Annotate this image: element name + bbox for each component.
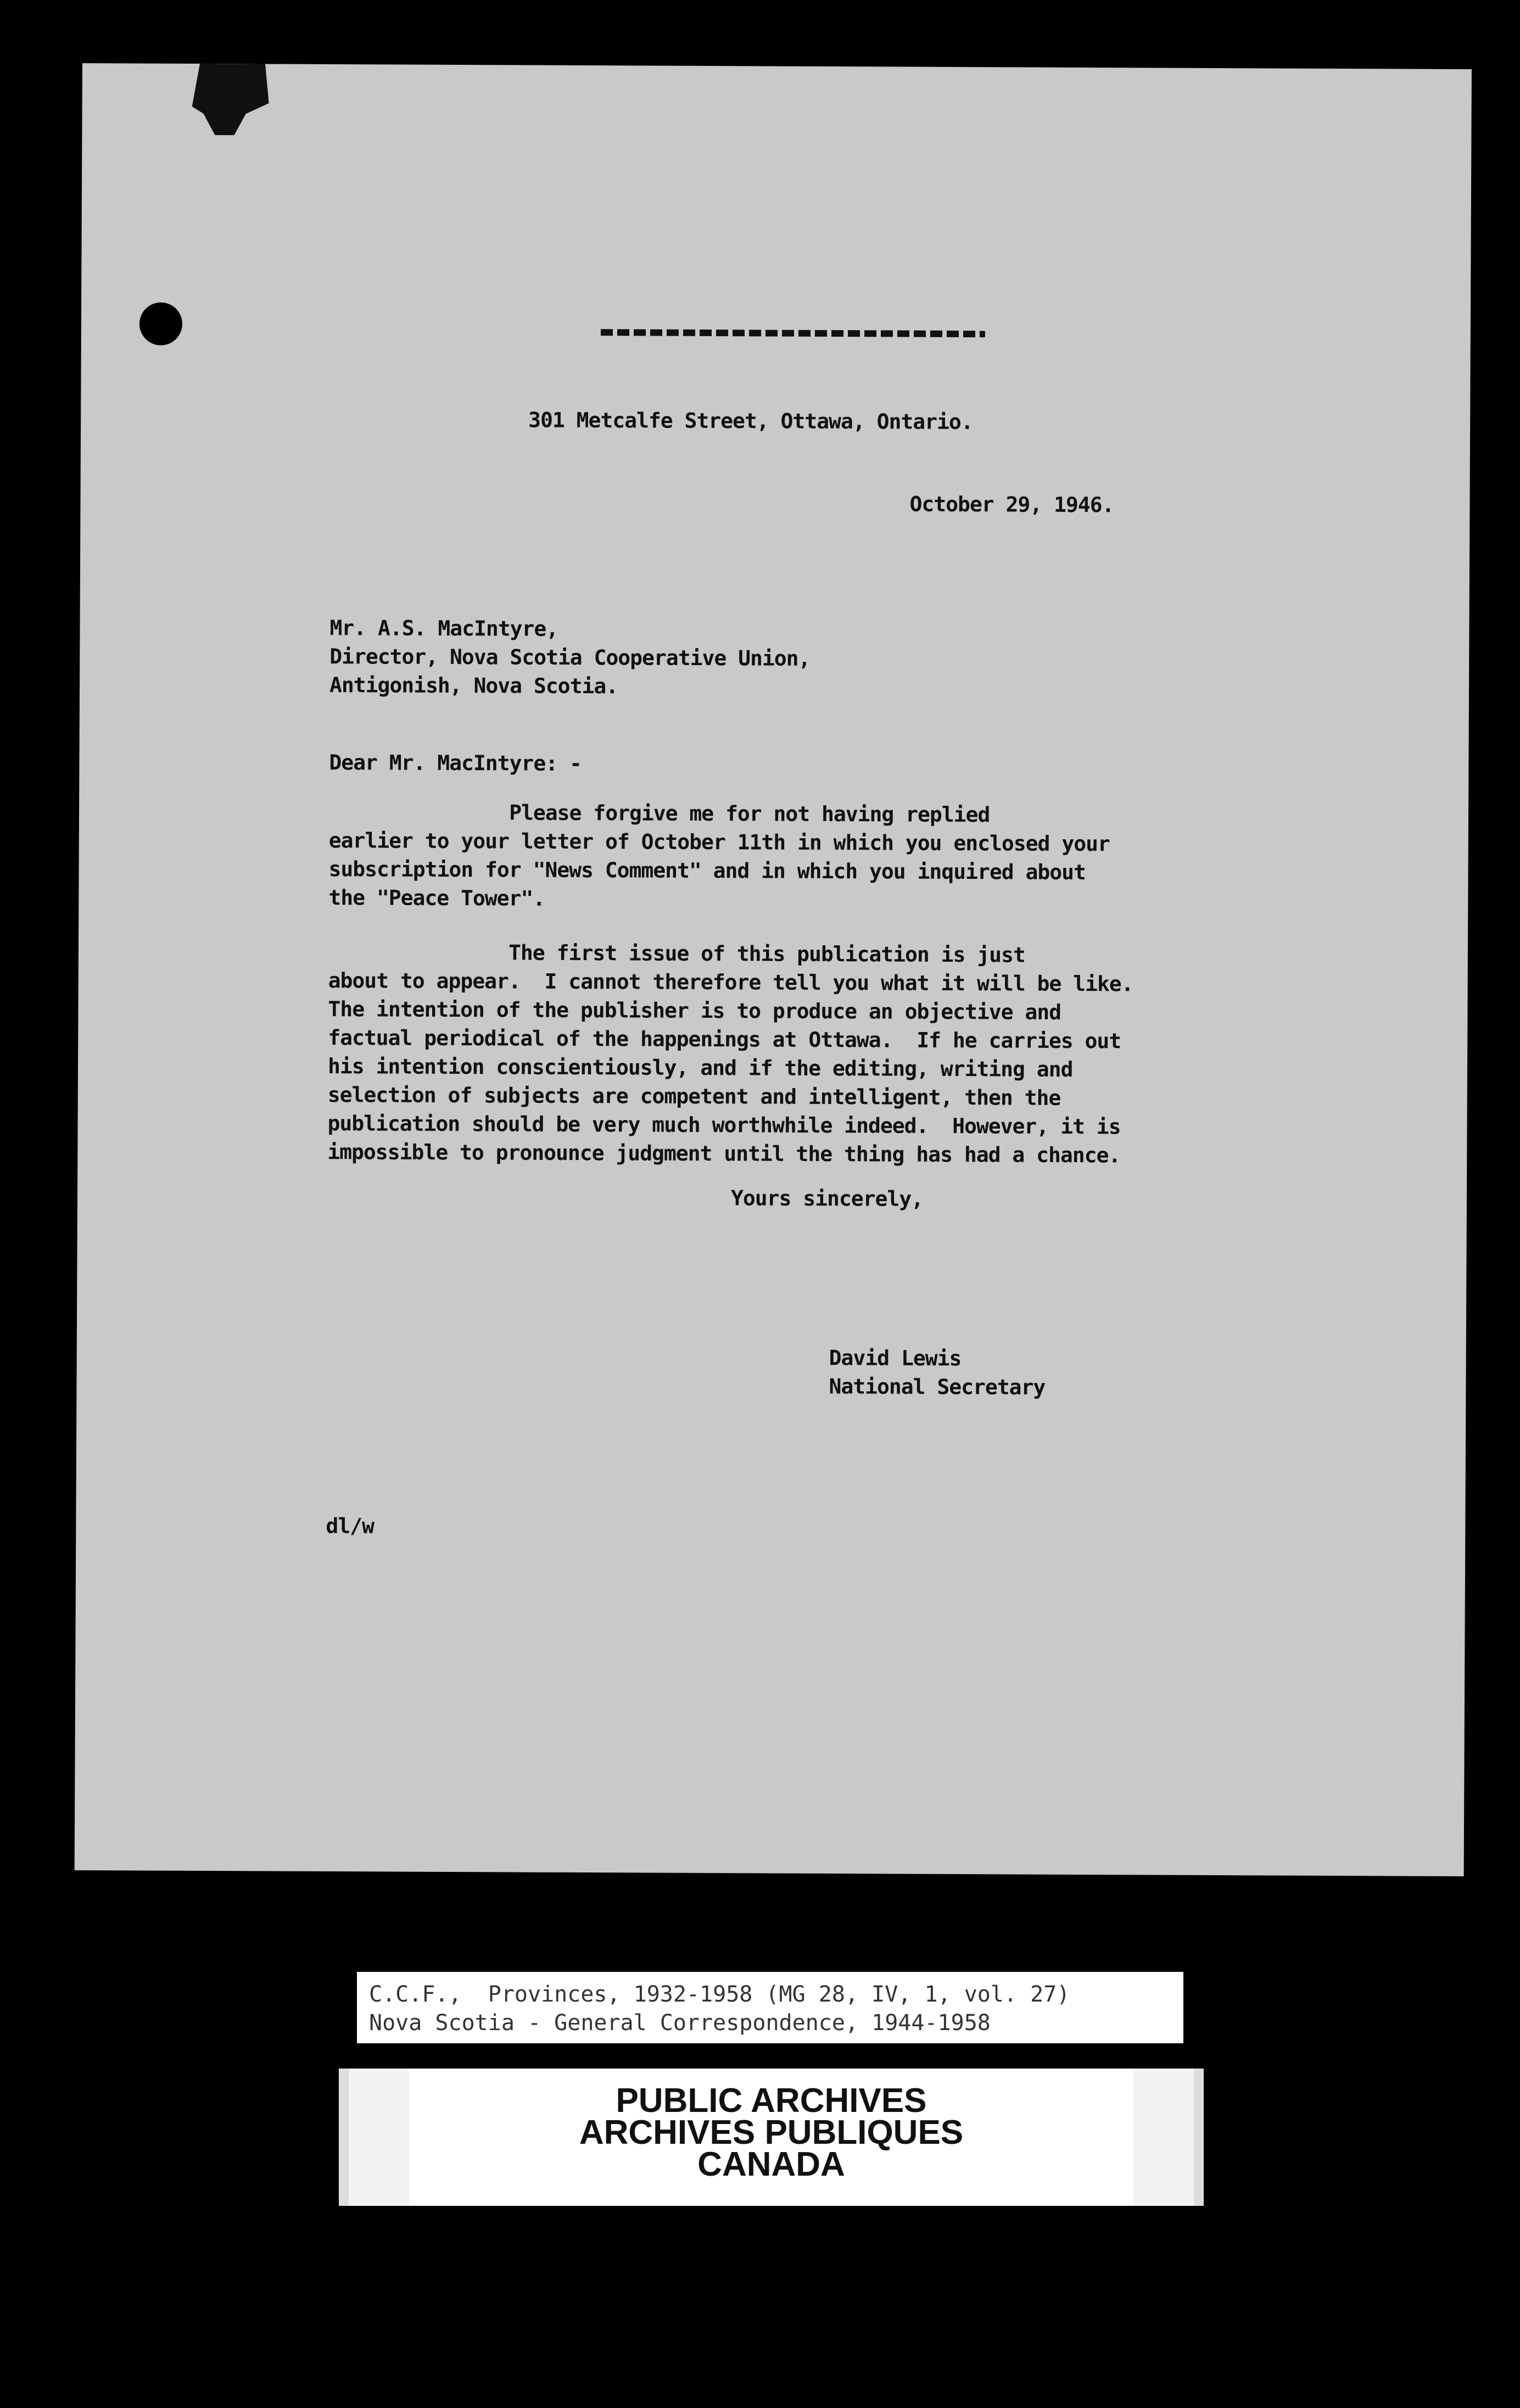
paragraph-line: impossible to pronounce judgment until the thing has had a chance. [327,1139,1121,1168]
salutation: Dear Mr. MacIntyre: - [329,750,582,776]
archives-stamp-inner [409,2069,1133,2206]
archive-reference-line-2: Nova Scotia - General Correspondence, 1944-1958 [369,2010,991,2036]
signature-name: David Lewis [829,1345,962,1371]
archives-stamp [339,2069,1204,2206]
paragraph-2 [327,938,1372,1170]
archives-line-1: PUBLIC ARCHIVES [616,2082,927,2120]
recipient-line: Director, Nova Scotia Cooperative Union, [329,644,811,671]
archive-reference-label [357,1972,1183,2043]
typist-initials: dl/w [326,1513,374,1539]
paragraph-1 [328,798,1372,916]
letter-page [75,63,1472,1876]
recipient-line: Mr. A.S. MacIntyre, [329,615,558,641]
letter-date: October 29, 1946. [909,492,1114,517]
letterhead-rule [601,329,985,337]
archive-reference-line-1: C.C.F., Provinces, 1932-1958 (MG 28, IV, 1, vol. 27) [369,1982,1070,2007]
archives-line-3: CANADA [697,2145,845,2183]
paragraph-line: The first issue of this publication is just [328,939,1025,967]
staple-mark [192,64,269,136]
recipient-block [329,614,1373,704]
paragraph-line: factual periodical of the happenings at Ottawa. If he carries out [328,1025,1121,1054]
paragraph-line: earlier to your letter of October 11th in which you enclosed your [328,828,1110,856]
signature-title: National Secretary [829,1374,1046,1400]
paragraph-line: the "Peace Tower". [328,885,545,911]
paragraph-line: publication should be very much worthwhile indeed. However, it is [327,1111,1121,1139]
punch-hole [139,302,182,345]
sender-address: 301 Metcalfe Street, Ottawa, Ontario. [528,408,973,434]
closing: Yours sincerely, [730,1186,924,1211]
paragraph-line: his intention conscientiously, and if the editing, writing and [327,1054,1073,1082]
paragraph-line: about to appear. I cannot therefore tell you what it will be like. [328,968,1133,996]
paragraph-line: subscription for "News Comment" and in which you inquired about [328,856,1086,884]
recipient-line: Antigonish, Nova Scotia. [329,672,618,699]
archives-line-2: ARCHIVES PUBLIQUES [579,2114,964,2151]
paragraph-line: selection of subjects are competent and intelligent, then the [327,1082,1061,1110]
paragraph-line: Please forgive me for not having replied [328,799,990,827]
paragraph-line: The intention of the publisher is to produce an objective and [328,996,1061,1024]
